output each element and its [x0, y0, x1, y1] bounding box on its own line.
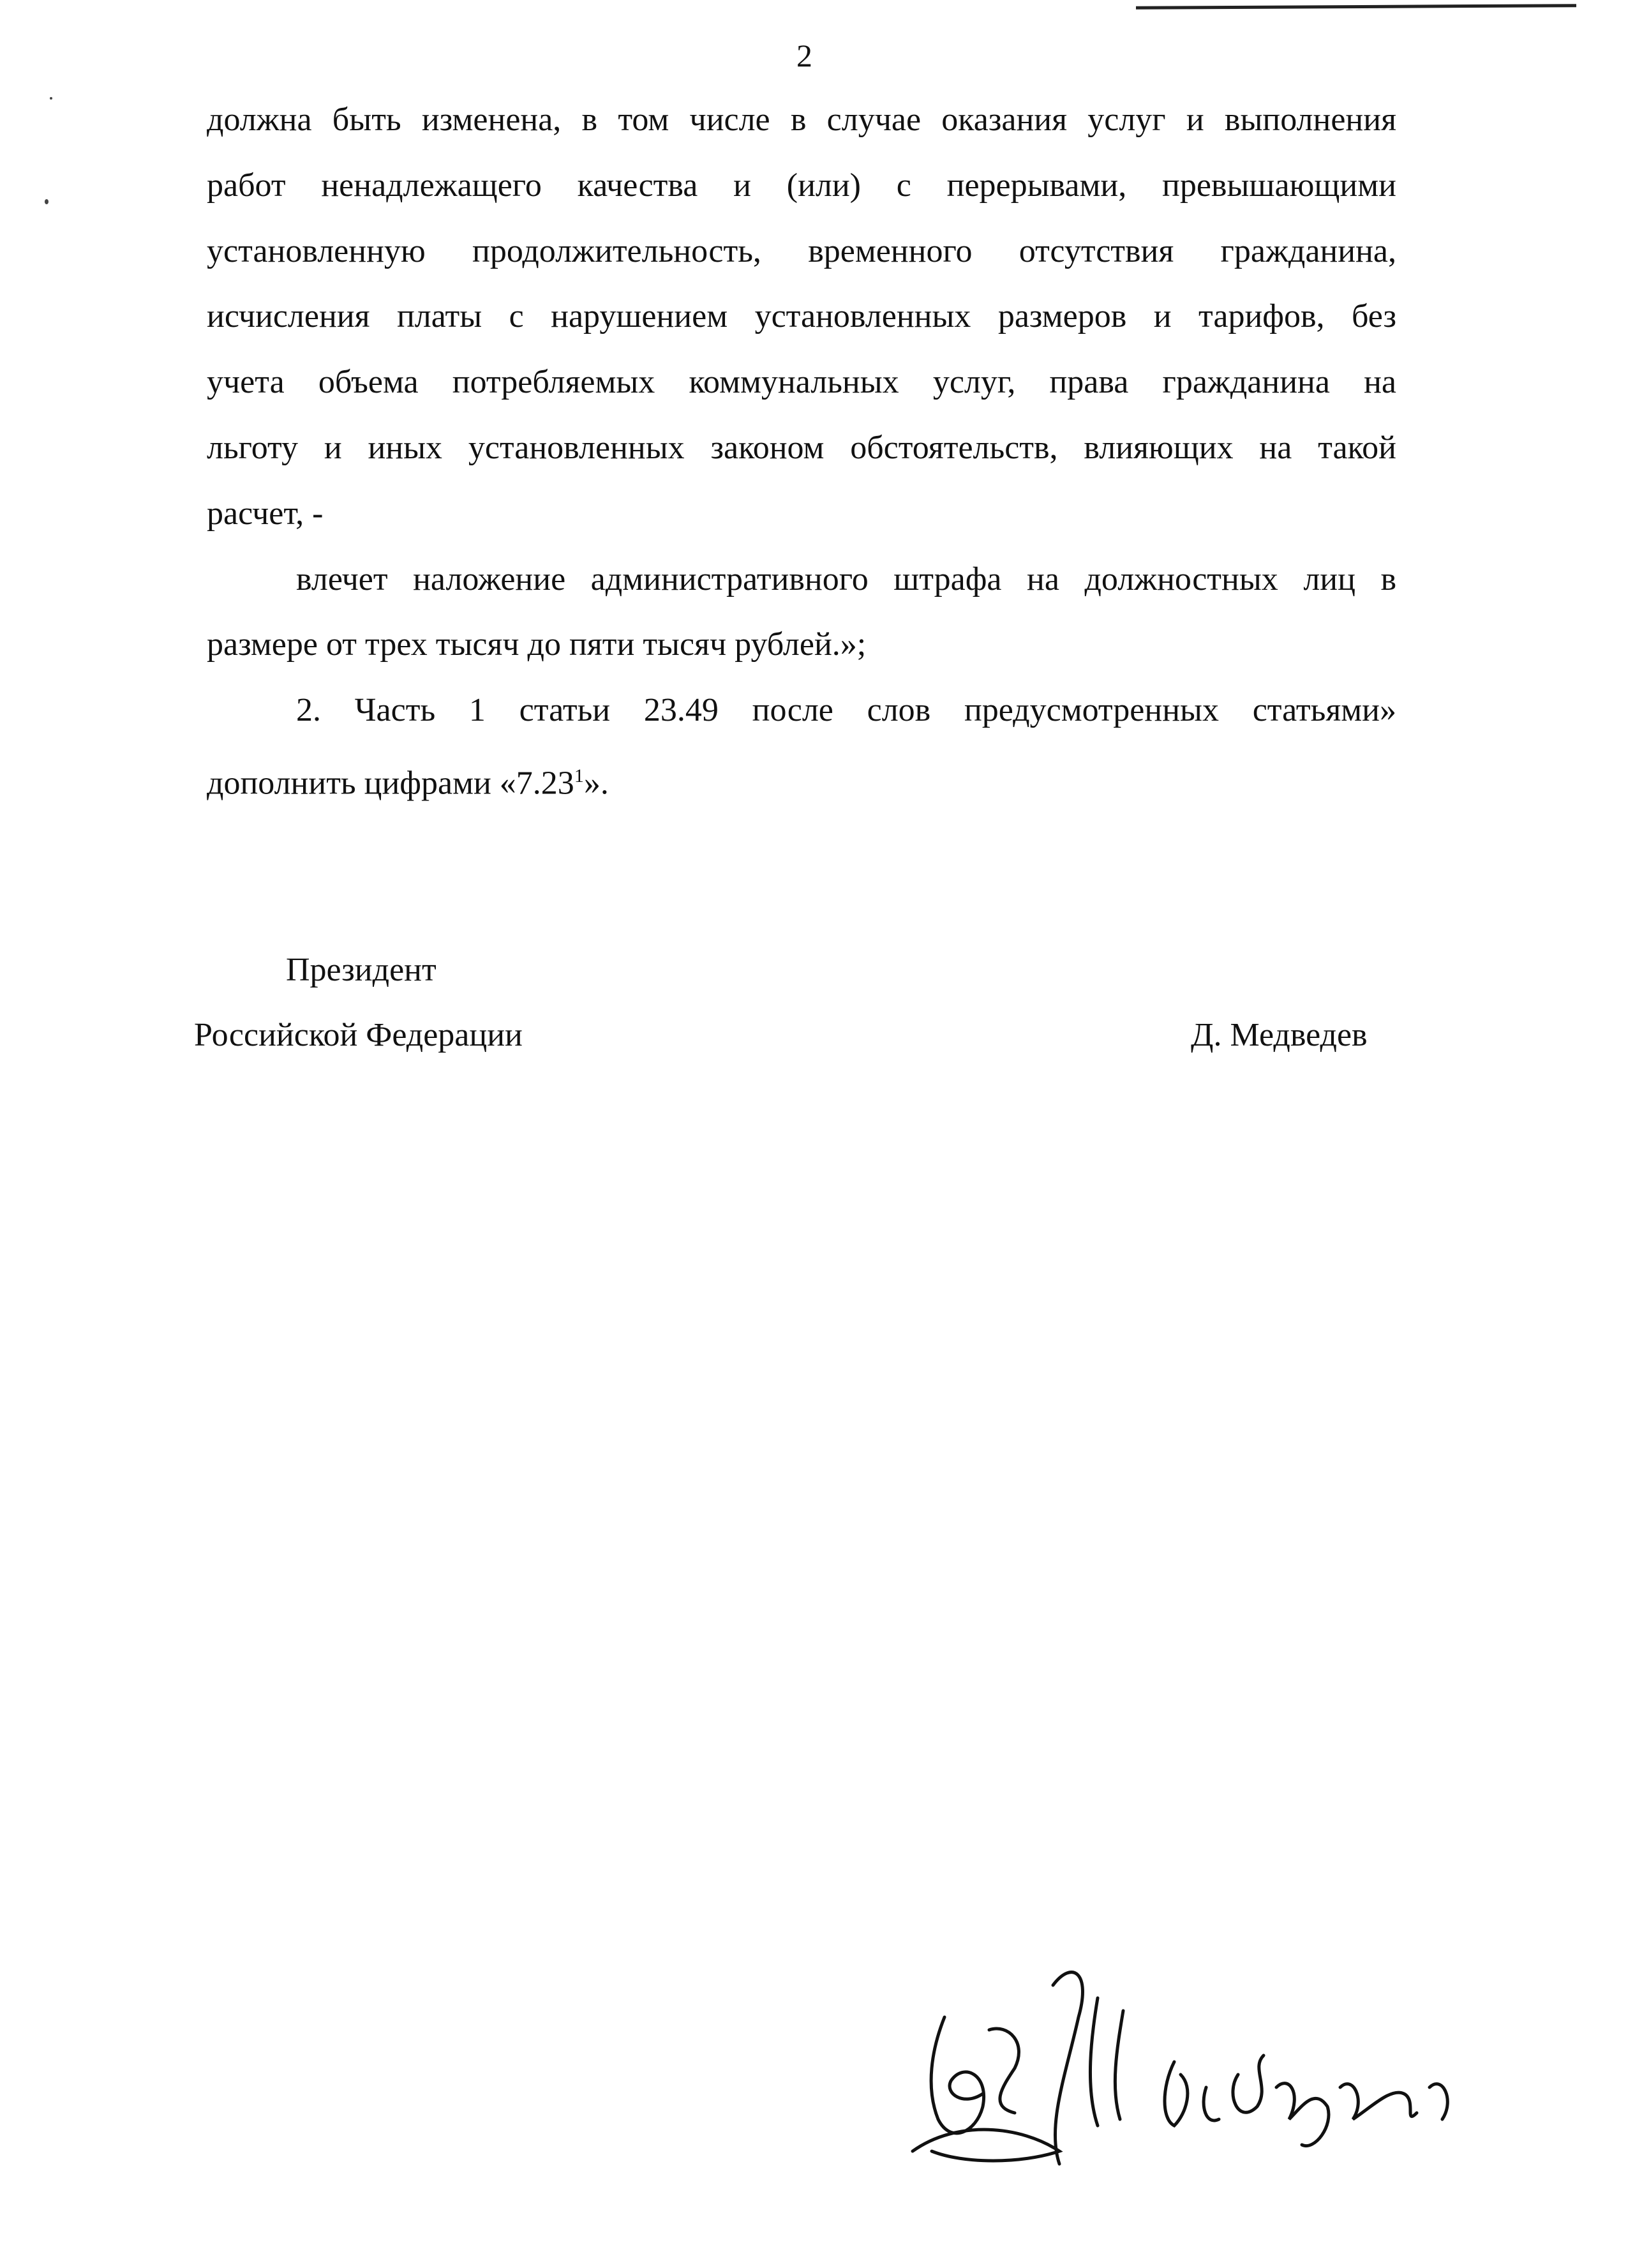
body-line: льготу и иных установленных законом обстоятельств, влияющих на такой [207, 430, 1396, 466]
signatory-title-org: Российской Федерации [194, 1017, 523, 1053]
scan-edge-line [1136, 4, 1576, 10]
body-line: размере от трех тысяч до пяти тысяч рублей.»; [207, 626, 867, 663]
closing-quote: ». [583, 765, 609, 802]
body-line: установленную продолжительность, временного отсутствия гражданина, [207, 233, 1396, 269]
handwritten-signature [906, 1960, 1481, 2177]
body-line [207, 757, 1396, 802]
signatory-name: Д. Медведев [1191, 1017, 1368, 1053]
body-line: расчет, - [207, 495, 324, 532]
body-line: учета объема потребляемых коммунальных услуг, права гражданина на [207, 364, 1396, 400]
body-line: 2. Часть 1 статьи 23.49 после слов предусмотренных статьями» [296, 692, 1396, 728]
body-line: работ ненадлежащего качества и (или) с перерывами, превышающими [207, 167, 1396, 204]
body-line: влечет наложение административного штрафа на должностных лиц в [296, 561, 1396, 597]
superscript: 1 [574, 765, 584, 786]
body-line: исчисления платы с нарушением установленных размеров и тарифов, без [207, 298, 1396, 334]
page-number: 2 [796, 38, 812, 73]
scan-speck [50, 97, 52, 100]
scan-speck [45, 199, 49, 204]
body-line: должна быть изменена, в том числе в случае оказания услуг и выполнения [207, 101, 1396, 138]
amendment-text: дополнить цифрами «7.23 [207, 765, 574, 802]
signatory-title: Президент [286, 952, 437, 988]
